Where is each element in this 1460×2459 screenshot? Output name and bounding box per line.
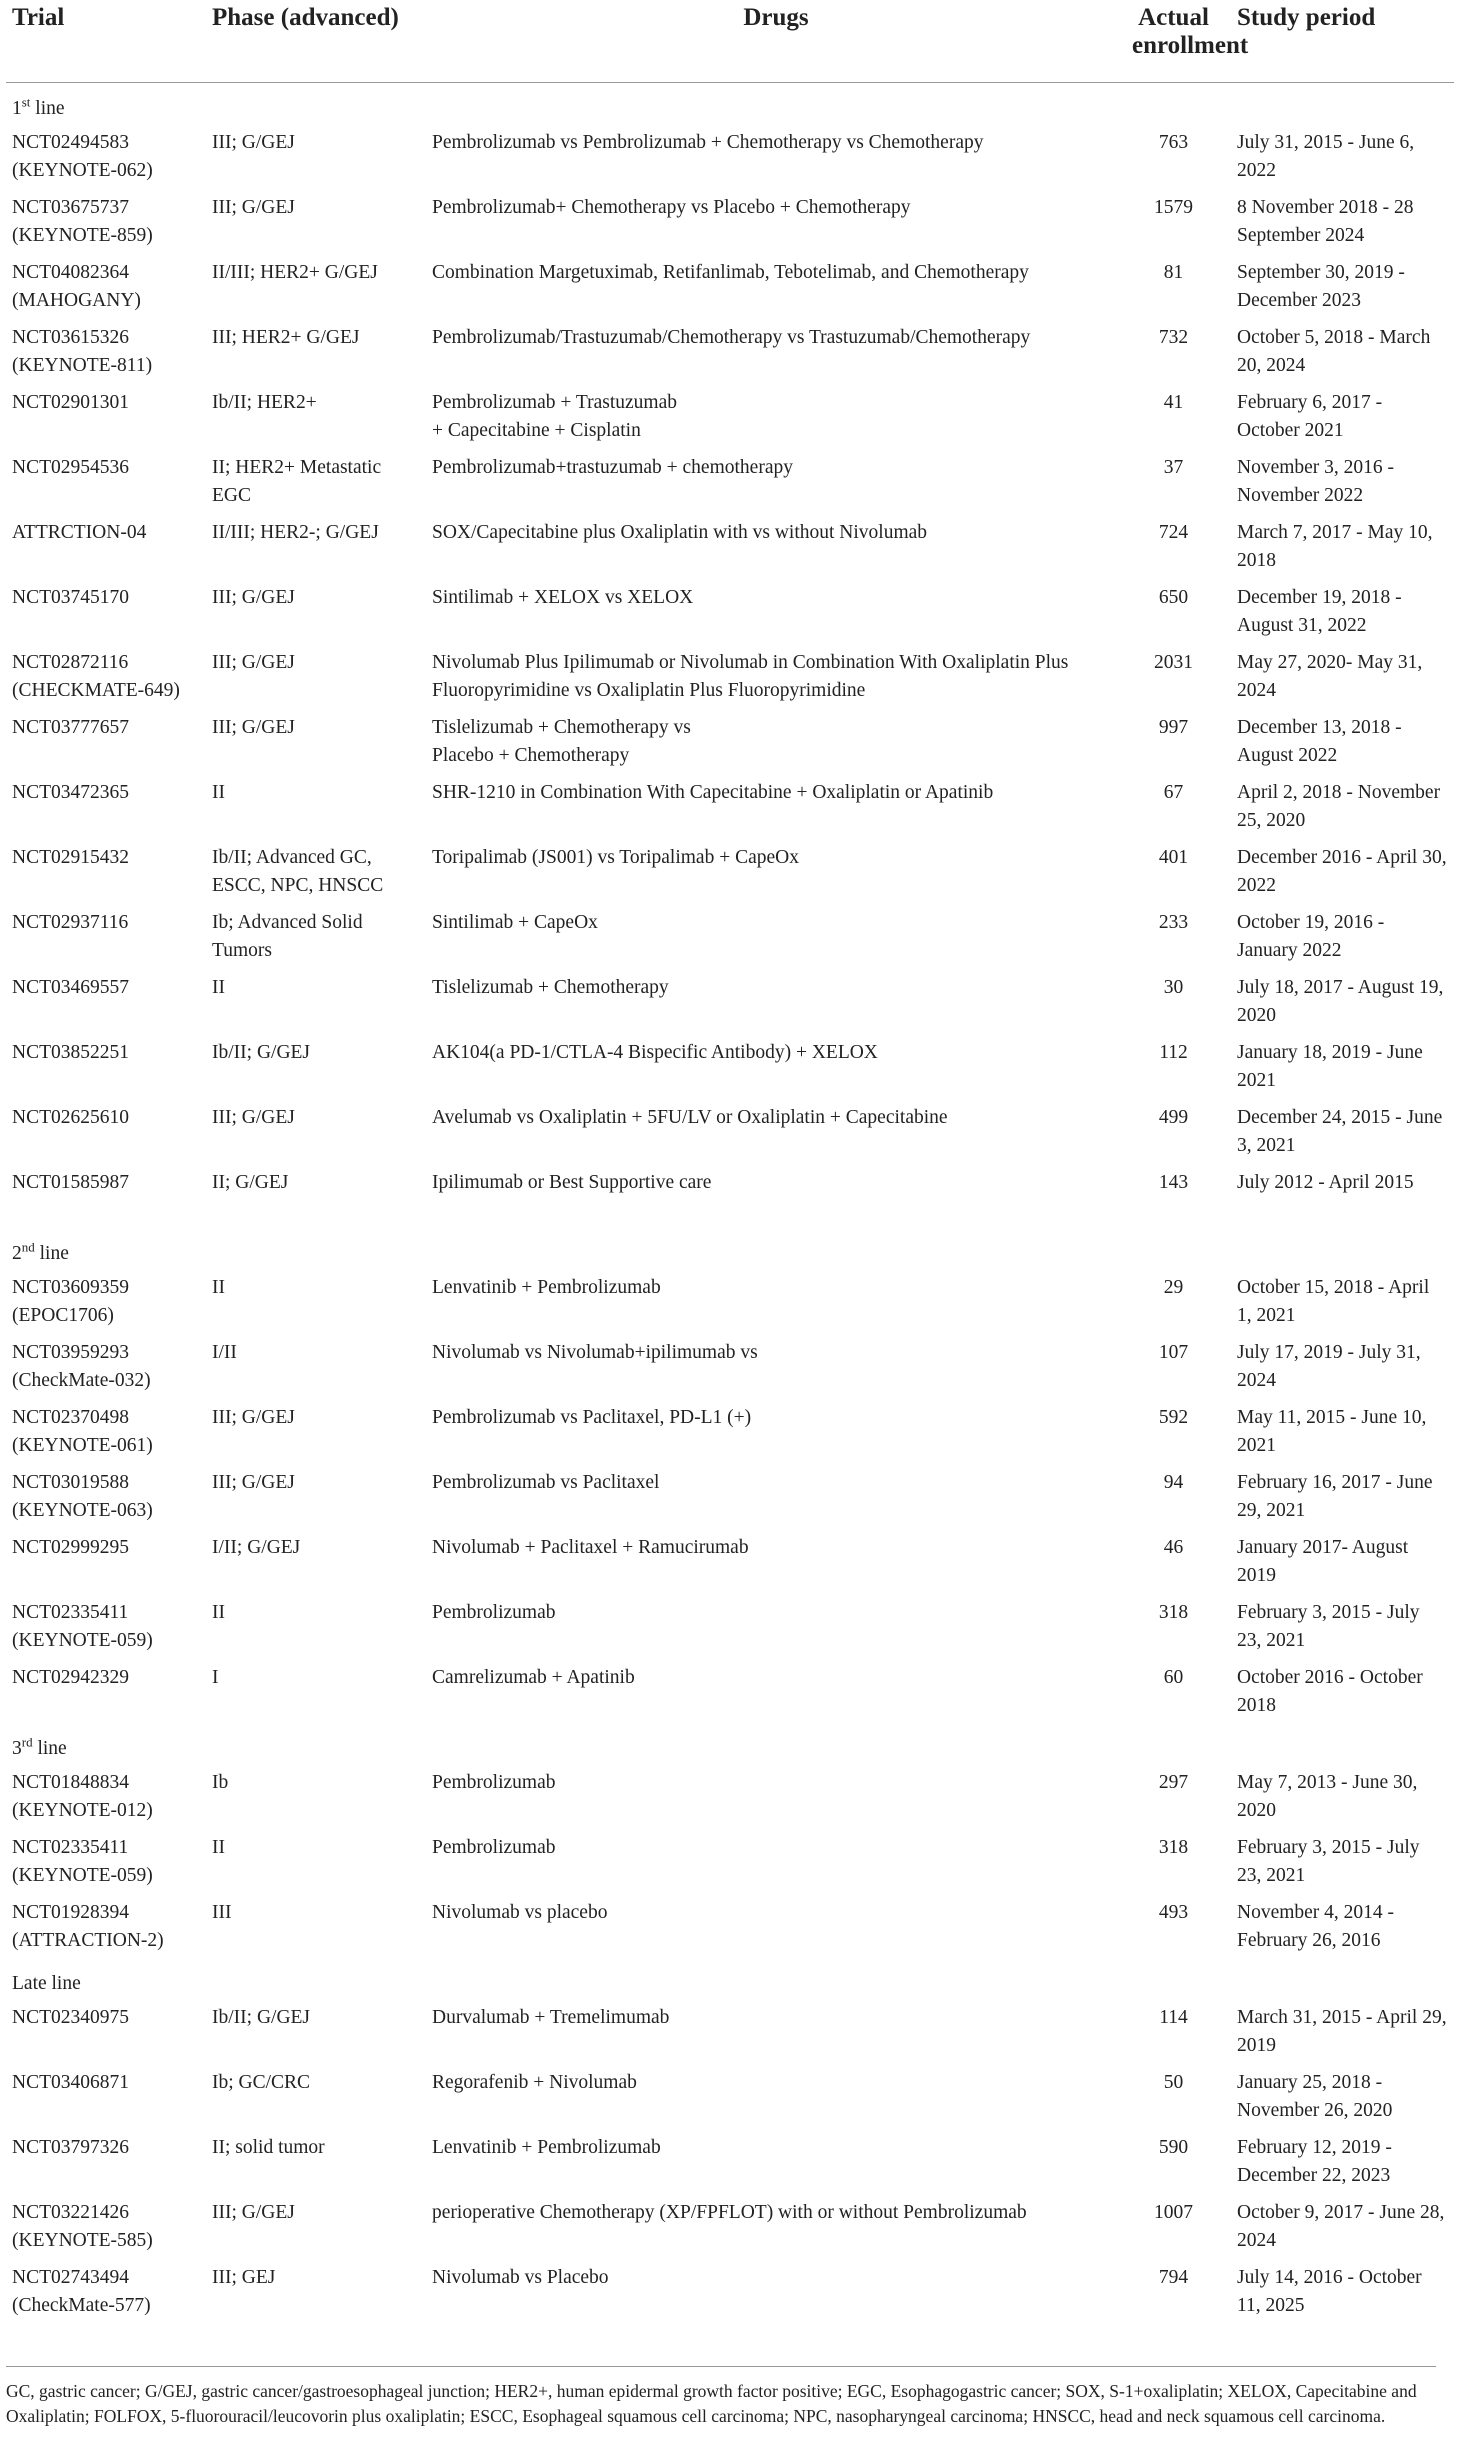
cell-period: October 19, 2016 - January 2022 xyxy=(1237,911,1385,961)
cell-drugs: Tislelizumab + Chemotherapy xyxy=(432,976,669,998)
table-row xyxy=(6,1268,1454,1333)
section-row xyxy=(6,1723,1454,1763)
cell-period: November 3, 2016 - November 2022 xyxy=(1237,456,1395,506)
table-row xyxy=(6,773,1454,838)
cell-period: March 7, 2017 - May 10, 2018 xyxy=(1237,521,1433,571)
cell-phase: III; G/GEJ xyxy=(212,1471,295,1493)
header-phase: Phase (advanced) xyxy=(212,4,399,31)
cell-trial: NCT03959293 (CheckMate-032) xyxy=(12,1341,151,1391)
cell-enrollment: 143 xyxy=(1158,1171,1189,1193)
cell-enrollment: 30 xyxy=(1163,976,1184,998)
cell-drugs: SOX/Capecitabine plus Oxaliplatin with vs without Nivolumab xyxy=(432,521,928,543)
cell-drugs: Sintilimab + CapeOx xyxy=(432,911,598,933)
cell-period: December 2016 - April 30, 2022 xyxy=(1237,846,1447,896)
section-label-suffix: rd xyxy=(21,1734,33,1749)
table-body xyxy=(6,82,1454,2323)
cell-trial: NCT02999295 xyxy=(12,1536,129,1558)
cell-drugs: Lenvatinib + Pembrolizumab xyxy=(432,1276,661,1298)
cell-period: July 31, 2015 - June 6, 2022 xyxy=(1237,131,1415,181)
cell-period: January 2017- August 2019 xyxy=(1237,1536,1409,1586)
header-row xyxy=(6,0,1454,82)
header-enrollment: Actual enrollment xyxy=(1132,4,1249,59)
cell-trial: NCT03745170 xyxy=(12,586,129,608)
section-row xyxy=(6,1958,1454,1998)
cell-drugs: Ipilimumab or Best Supportive care xyxy=(432,1171,712,1193)
table-row xyxy=(6,318,1454,383)
cell-trial: NCT03797326 xyxy=(12,2136,129,2158)
cell-drugs: Pembrolizumab vs Paclitaxel xyxy=(432,1471,660,1493)
table-row xyxy=(6,383,1454,448)
cell-period: February 16, 2017 - June 29, 2021 xyxy=(1237,1471,1433,1521)
cell-trial: NCT04082364 (MAHOGANY) xyxy=(12,261,141,311)
table-row xyxy=(6,188,1454,253)
table-row xyxy=(6,253,1454,318)
cell-trial: NCT02915432 xyxy=(12,846,129,868)
cell-drugs: Lenvatinib + Pembrolizumab xyxy=(432,2136,661,2158)
table-row xyxy=(6,708,1454,773)
cell-enrollment: 233 xyxy=(1158,911,1189,933)
cell-drugs: Pembrolizumab+trastuzumab + chemotherapy xyxy=(432,456,793,478)
cell-enrollment: 493 xyxy=(1158,1901,1189,1923)
section-row xyxy=(6,82,1454,123)
cell-trial: NCT02954536 xyxy=(12,456,129,478)
table-row xyxy=(6,903,1454,968)
cell-enrollment: 592 xyxy=(1158,1406,1189,1428)
cell-period: November 4, 2014 - February 26, 2016 xyxy=(1237,1901,1395,1951)
section-label-suffix: st xyxy=(21,94,31,109)
header-trial: Trial xyxy=(12,4,65,31)
cell-enrollment: 81 xyxy=(1163,261,1184,283)
cell-phase: Ib/II; G/GEJ xyxy=(212,2006,311,2028)
cell-drugs: Pembrolizumab vs Pembrolizumab + Chemotherapy vs Chemotherapy xyxy=(432,131,984,153)
cell-phase: III; G/GEJ xyxy=(212,2201,295,2223)
cell-trial: NCT03221426 (KEYNOTE-585) xyxy=(12,2201,153,2251)
cell-phase: Ib/II; Advanced GC, ESCC, NPC, HNSCC xyxy=(212,846,384,896)
cell-trial: NCT03777657 xyxy=(12,716,129,738)
cell-phase: II xyxy=(212,1276,225,1298)
table-row xyxy=(6,1398,1454,1463)
cell-trial: NCT01585987 xyxy=(12,1171,129,1193)
cell-drugs: Pembrolizumab/Trastuzumab/Chemotherapy vs Trastuzumab/Chemotherapy xyxy=(432,326,1031,348)
cell-enrollment: 794 xyxy=(1158,2266,1189,2288)
table-footnote: GC, gastric cancer; G/GEJ, gastric cancer/gastroesophageal junction; HER2+, human epidermal growth factor positive; EGC, Esophagogastric cancer; SOX, S-1+oxaliplatin; XELOX, Capecitabine and Oxaliplatin; FOLFOX, 5-fluorouracil/leucovorin plus oxaliplatin; ESCC, Esophageal squamous cell carcinoma; NPC, nasopharyngeal carcinoma; HNSCC, head and neck squamous cell carcinoma. xyxy=(6,2366,1436,2429)
cell-enrollment: 499 xyxy=(1158,1106,1189,1128)
table-row xyxy=(6,2063,1454,2128)
cell-enrollment: 60 xyxy=(1163,1666,1184,1688)
cell-trial: NCT02625610 xyxy=(12,1106,129,1128)
cell-trial: NCT01928394 (ATTRACTION-2) xyxy=(12,1901,164,1951)
cell-drugs: Camrelizumab + Apatinib xyxy=(432,1666,635,1688)
section-row xyxy=(6,1228,1454,1268)
cell-period: May 7, 2013 - June 30, 2020 xyxy=(1237,1771,1418,1821)
cell-phase: I/II; G/GEJ xyxy=(212,1536,301,1558)
section-label xyxy=(6,82,1454,123)
table-row xyxy=(6,448,1454,513)
cell-drugs: Pembrolizumab xyxy=(432,1771,556,1793)
cell-period: October 15, 2018 - April 1, 2021 xyxy=(1237,1276,1430,1326)
cell-phase: III; G/GEJ xyxy=(212,1406,295,1428)
cell-trial: NCT02937116 xyxy=(12,911,129,933)
table-row xyxy=(6,838,1454,903)
table-row xyxy=(6,123,1454,188)
cell-drugs: Nivolumab + Paclitaxel + Ramucirumab xyxy=(432,1536,749,1558)
cell-period: May 27, 2020- May 31, 2024 xyxy=(1237,651,1423,701)
cell-drugs: Regorafenib + Nivolumab xyxy=(432,2071,637,2093)
header-period: Study period xyxy=(1237,4,1376,31)
section-label-main: Late line xyxy=(12,1972,81,1994)
cell-phase: Ib/II; G/GEJ xyxy=(212,1041,311,1063)
cell-trial: NCT03469557 xyxy=(12,976,129,998)
section-label-rest: line xyxy=(34,1242,69,1264)
cell-phase: III; G/GEJ xyxy=(212,651,295,673)
cell-enrollment: 94 xyxy=(1163,1471,1184,1493)
trials-table xyxy=(6,0,1454,2323)
cell-trial: ATTRCTION-04 xyxy=(12,521,147,543)
cell-phase: II; G/GEJ xyxy=(212,1171,289,1193)
cell-drugs: Toripalimab (JS001) vs Toripalimab + CapeOx xyxy=(432,846,799,868)
cell-phase: II xyxy=(212,976,225,998)
cell-phase: III; HER2+ G/GEJ xyxy=(212,326,360,348)
table-row xyxy=(6,643,1454,708)
table-row xyxy=(6,1998,1454,2063)
cell-drugs: Nivolumab vs Nivolumab+ipilimumab vs xyxy=(432,1341,758,1363)
cell-trial: NCT02494583 (KEYNOTE-062) xyxy=(12,131,153,181)
cell-drugs: AK104(a PD-1/CTLA-4 Bispecific Antibody) + XELOX xyxy=(432,1041,878,1063)
cell-trial: NCT03019588 (KEYNOTE-063) xyxy=(12,1471,153,1521)
cell-phase: Ib/II; HER2+ xyxy=(212,391,317,413)
cell-phase: III; G/GEJ xyxy=(212,196,295,218)
cell-phase: II xyxy=(212,1601,225,1623)
section-label-suffix: nd xyxy=(21,1239,35,1254)
cell-trial: NCT02370498 (KEYNOTE-061) xyxy=(12,1406,153,1456)
cell-phase: III; GEJ xyxy=(212,2266,276,2288)
cell-trial: NCT03675737 (KEYNOTE-859) xyxy=(12,196,153,246)
cell-period: February 3, 2015 - July 23, 2021 xyxy=(1237,1601,1420,1651)
cell-period: December 13, 2018 - August 2022 xyxy=(1237,716,1402,766)
table-row xyxy=(6,968,1454,1033)
table-row xyxy=(6,1033,1454,1098)
cell-trial: NCT02872116 (CHECKMATE-649) xyxy=(12,651,180,701)
section-label xyxy=(6,1228,1454,1268)
cell-trial: NCT02335411 (KEYNOTE-059) xyxy=(12,1601,153,1651)
cell-period: February 12, 2019 - December 22, 2023 xyxy=(1237,2136,1392,2186)
cell-drugs: Durvalumab + Tremelimumab xyxy=(432,2006,670,2028)
cell-phase: II/III; HER2-; G/GEJ xyxy=(212,521,379,543)
cell-period: September 30, 2019 - December 2023 xyxy=(1237,261,1405,311)
cell-trial: NCT02335411 (KEYNOTE-059) xyxy=(12,1836,153,1886)
table-row xyxy=(6,1658,1454,1723)
cell-period: February 3, 2015 - July 23, 2021 xyxy=(1237,1836,1420,1886)
cell-enrollment: 650 xyxy=(1158,586,1189,608)
cell-period: December 24, 2015 - June 3, 2021 xyxy=(1237,1106,1443,1156)
cell-phase: II xyxy=(212,1836,225,1858)
table-row xyxy=(6,513,1454,578)
cell-drugs: perioperative Chemotherapy (XP/FPFLOT) with or without Pembrolizumab xyxy=(432,2201,1027,2223)
cell-enrollment: 2031 xyxy=(1154,651,1193,673)
cell-drugs: Sintilimab + XELOX vs XELOX xyxy=(432,586,694,608)
cell-drugs: Pembrolizumab xyxy=(432,1601,556,1623)
cell-phase: II xyxy=(212,781,225,803)
table-row xyxy=(6,1593,1454,1658)
table-row xyxy=(6,1893,1454,1958)
cell-drugs: Pembrolizumab + Trastuzumab + Capecitabine + Cisplatin xyxy=(432,391,677,441)
cell-period: October 5, 2018 - March 20, 2024 xyxy=(1237,326,1431,376)
cell-drugs: Nivolumab vs Placebo xyxy=(432,2266,609,2288)
table-row xyxy=(6,1828,1454,1893)
cell-trial: NCT01848834 (KEYNOTE-012) xyxy=(12,1771,153,1821)
cell-phase: III; G/GEJ xyxy=(212,586,295,608)
cell-enrollment: 114 xyxy=(1159,2006,1188,2028)
cell-phase: Ib; Advanced Solid Tumors xyxy=(212,911,363,961)
cell-period: July 14, 2016 - October 11, 2025 xyxy=(1237,2266,1422,2316)
cell-trial: NCT03615326 (KEYNOTE-811) xyxy=(12,326,153,376)
cell-enrollment: 297 xyxy=(1158,1771,1189,1793)
table-row xyxy=(6,2193,1454,2258)
table-row xyxy=(6,1098,1454,1163)
table-row xyxy=(6,1163,1454,1228)
cell-phase: III; G/GEJ xyxy=(212,131,295,153)
cell-period: October 9, 2017 - June 28, 2024 xyxy=(1237,2201,1445,2251)
cell-period: 8 November 2018 - 28 September 2024 xyxy=(1237,196,1414,246)
cell-trial: NCT03609359 (EPOC1706) xyxy=(12,1276,129,1326)
cell-drugs: SHR-1210 in Combination With Capecitabine + Oxaliplatin or Apatinib xyxy=(432,781,994,803)
cell-phase: Ib xyxy=(212,1771,229,1793)
cell-drugs: Combination Margetuximab, Retifanlimab, Tebotelimab, and Chemotherapy xyxy=(432,261,1029,283)
cell-drugs: Pembrolizumab xyxy=(432,1836,556,1858)
cell-enrollment: 112 xyxy=(1159,1041,1188,1063)
section-label-main: 2 xyxy=(12,1242,22,1264)
cell-enrollment: 763 xyxy=(1158,131,1189,153)
cell-drugs: Pembrolizumab+ Chemotherapy vs Placebo + Chemotherapy xyxy=(432,196,911,218)
cell-trial: NCT03472365 xyxy=(12,781,129,803)
section-label xyxy=(6,1723,1454,1763)
cell-drugs: Nivolumab Plus Ipilimumab or Nivolumab in Combination With Oxaliplatin Plus Fluoropyrimidine vs Oxaliplatin Plus Fluoropyrimidine xyxy=(432,651,1069,701)
cell-enrollment: 318 xyxy=(1158,1836,1189,1858)
cell-enrollment: 724 xyxy=(1158,521,1189,543)
cell-period: April 2, 2018 - November 25, 2020 xyxy=(1237,781,1441,831)
cell-trial: NCT02942329 xyxy=(12,1666,129,1688)
cell-enrollment: 29 xyxy=(1163,1276,1184,1298)
cell-enrollment: 50 xyxy=(1163,2071,1184,2093)
section-label-main: 1 xyxy=(12,97,22,119)
cell-enrollment: 1579 xyxy=(1154,196,1193,218)
cell-period: January 18, 2019 - June 2021 xyxy=(1237,1041,1423,1091)
cell-enrollment: 401 xyxy=(1158,846,1189,868)
cell-phase: I xyxy=(212,1666,219,1688)
cell-period: July 2012 - April 2015 xyxy=(1237,1171,1414,1193)
cell-phase: I/II xyxy=(212,1341,237,1363)
cell-trial: NCT03852251 xyxy=(12,1041,129,1063)
section-label xyxy=(6,1958,1454,1998)
cell-trial: NCT02743494 (CheckMate-577) xyxy=(12,2266,151,2316)
cell-drugs: Nivolumab vs placebo xyxy=(432,1901,608,1923)
cell-phase: III; G/GEJ xyxy=(212,1106,295,1128)
cell-enrollment: 590 xyxy=(1158,2136,1189,2158)
cell-enrollment: 997 xyxy=(1158,716,1189,738)
cell-enrollment: 41 xyxy=(1163,391,1184,413)
cell-drugs: Tislelizumab + Chemotherapy vs Placebo + Chemotherapy xyxy=(432,716,691,766)
header-drugs: Drugs xyxy=(743,4,809,31)
table-row xyxy=(6,1333,1454,1398)
cell-period: January 25, 2018 - November 26, 2020 xyxy=(1237,2071,1393,2121)
cell-phase: II; HER2+ Metastatic EGC xyxy=(212,456,382,506)
cell-phase: II; solid tumor xyxy=(212,2136,325,2158)
cell-phase: III; G/GEJ xyxy=(212,716,295,738)
table-row xyxy=(6,1528,1454,1593)
cell-phase: Ib; GC/CRC xyxy=(212,2071,311,2093)
cell-enrollment: 46 xyxy=(1163,1536,1184,1558)
cell-period: March 31, 2015 - April 29, 2019 xyxy=(1237,2006,1447,2056)
table-row xyxy=(6,2258,1454,2323)
cell-enrollment: 318 xyxy=(1158,1601,1189,1623)
cell-enrollment: 37 xyxy=(1163,456,1184,478)
cell-drugs: Avelumab vs Oxaliplatin + 5FU/LV or Oxaliplatin + Capecitabine xyxy=(432,1106,948,1128)
cell-phase: III xyxy=(212,1901,232,1923)
cell-phase: II/III; HER2+ G/GEJ xyxy=(212,261,378,283)
section-label-rest: line xyxy=(32,1737,67,1759)
cell-trial: NCT03406871 xyxy=(12,2071,129,2093)
cell-period: October 2016 - October 2018 xyxy=(1237,1666,1423,1716)
table-row xyxy=(6,2128,1454,2193)
cell-enrollment: 1007 xyxy=(1154,2201,1193,2223)
cell-enrollment: 67 xyxy=(1163,781,1184,803)
cell-drugs: Pembrolizumab vs Paclitaxel, PD-L1 (+) xyxy=(432,1406,752,1428)
section-label-rest: line xyxy=(30,97,65,119)
cell-period: July 18, 2017 - August 19, 2020 xyxy=(1237,976,1444,1026)
table-row xyxy=(6,578,1454,643)
cell-trial: NCT02901301 xyxy=(12,391,129,413)
table-row xyxy=(6,1463,1454,1528)
cell-enrollment: 732 xyxy=(1158,326,1189,348)
cell-period: July 17, 2019 - July 31, 2024 xyxy=(1237,1341,1421,1391)
table-row xyxy=(6,1763,1454,1828)
cell-trial: NCT02340975 xyxy=(12,2006,129,2028)
cell-period: May 11, 2015 - June 10, 2021 xyxy=(1237,1406,1427,1456)
cell-period: February 6, 2017 - October 2021 xyxy=(1237,391,1383,441)
section-label-main: 3 xyxy=(12,1737,22,1759)
cell-period: December 19, 2018 - August 31, 2022 xyxy=(1237,586,1402,636)
cell-enrollment: 107 xyxy=(1158,1341,1189,1363)
